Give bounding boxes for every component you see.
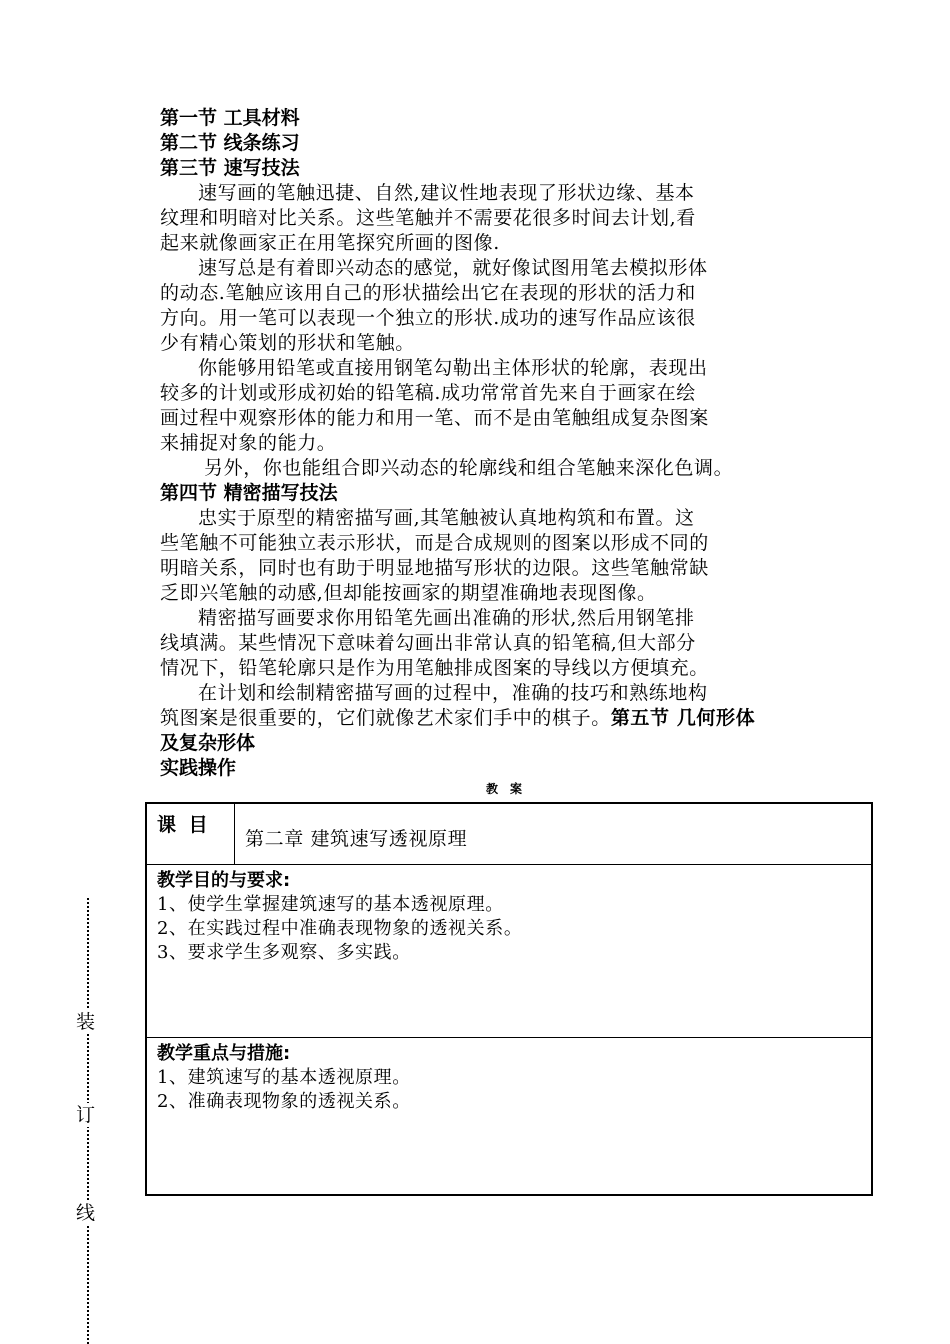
heading-section-5-cont: 及复杂形体	[160, 732, 256, 754]
paragraph-line: 线填满。某些情况下意味着勾画出非常认真的铅笔稿,但大部分	[160, 632, 696, 654]
paragraph-line: 速写总是有着即兴动态的感觉，就好像试图用笔去模拟形体	[198, 257, 708, 279]
paragraph-line: 情况下，铅笔轮廓只是作为用笔触排成图案的导线以方便填充。	[160, 657, 709, 679]
heading-practice: 实践操作	[160, 757, 237, 779]
subject-value: 第二章 建筑速写透视原理	[245, 828, 468, 850]
paragraph-line: 纹理和明暗对比关系。这些笔触并不需要花很多时间去计划,看	[160, 207, 696, 229]
paragraph-line: 画过程中观察形体的能力和用一笔、而不是由笔触组成复杂图案	[160, 407, 709, 429]
paragraph-line: 较多的计划或形成初始的铅笔稿.成功常常首先来自于画家在绘	[160, 382, 696, 404]
paragraph-text: 筑图案是很重要的，它们就像艺术家们手中的棋子。	[160, 707, 611, 729]
binding-char: 订	[76, 1104, 96, 1126]
subject-label: 课 目	[147, 804, 235, 864]
paragraph-line: 的动态.笔触应该用自己的形状描绘出它在表现的形状的活力和	[160, 282, 696, 304]
paragraph-line: 在计划和绘制精密描写画的过程中，准确的技巧和熟练地构	[198, 682, 708, 704]
goals-title: 教学目的与要求:	[157, 870, 291, 891]
goals-section	[147, 865, 871, 1037]
paragraph-line: 来捕捉对象的能力。	[160, 432, 337, 454]
paragraph-line: 些笔触不可能独立表示形状，而是合成规则的图案以形成不同的	[160, 532, 709, 554]
list-item: 2、准确表现物象的透视关系。	[157, 1091, 411, 1112]
list-item: 3、要求学生多观察、多实践。	[157, 942, 411, 963]
paragraph-line: 少有精心策划的形状和笔触。	[160, 332, 415, 354]
paragraph-line: 乏即兴笔触的动感,但却能按画家的期望准确地表现图像。	[160, 582, 657, 604]
heading-section-2: 第二节 线条练习	[160, 132, 300, 154]
heading-section-5: 第五节 几何形体	[610, 707, 756, 729]
paragraph-line: 另外，你也能组合即兴动态的轮廓线和组合笔触来深化色调。	[204, 457, 734, 479]
heading-section-4: 第四节 精密描写技法	[160, 482, 338, 504]
table-caption: 教案	[485, 782, 534, 796]
paragraph-line: 方向。用一笔可以表现一个独立的形状.成功的速写作品应该很	[160, 307, 696, 329]
lesson-plan-table	[145, 802, 873, 1196]
paragraph-line: 精密描写画要求你用铅笔先画出准确的形状,然后用钢笔排	[198, 607, 695, 629]
list-item: 1、使学生掌握建筑速写的基本透视原理。	[157, 894, 504, 915]
list-item: 2、在实践过程中准确表现物象的透视关系。	[157, 918, 523, 939]
binding-char: 线	[76, 1202, 96, 1224]
paragraph-line: 你能够用铅笔或直接用钢笔勾勒出主体形状的轮廓，表现出	[198, 357, 708, 379]
paragraph-line: 明暗关系，同时也有助于明显地描写形状的边限。这些笔触常缺	[160, 557, 709, 579]
heading-section-1: 第一节 工具材料	[160, 107, 300, 129]
paragraph-line: 起来就像画家正在用笔探究所画的图像.	[160, 232, 500, 254]
focus-section	[147, 1037, 871, 1194]
binding-char: 装	[76, 1011, 96, 1033]
focus-title: 教学重点与措施:	[157, 1043, 291, 1064]
paragraph-line	[160, 706, 755, 730]
heading-section-3: 第三节 速写技法	[160, 157, 300, 179]
paragraph-line: 速写画的笔触迅捷、自然,建议性地表现了形状边缘、基本	[198, 182, 695, 204]
subject-row	[147, 804, 871, 865]
paragraph-line: 忠实于原型的精密描写画,其笔触被认真地构筑和布置。这	[198, 507, 695, 529]
list-item: 1、建筑速写的基本透视原理。	[157, 1067, 411, 1088]
